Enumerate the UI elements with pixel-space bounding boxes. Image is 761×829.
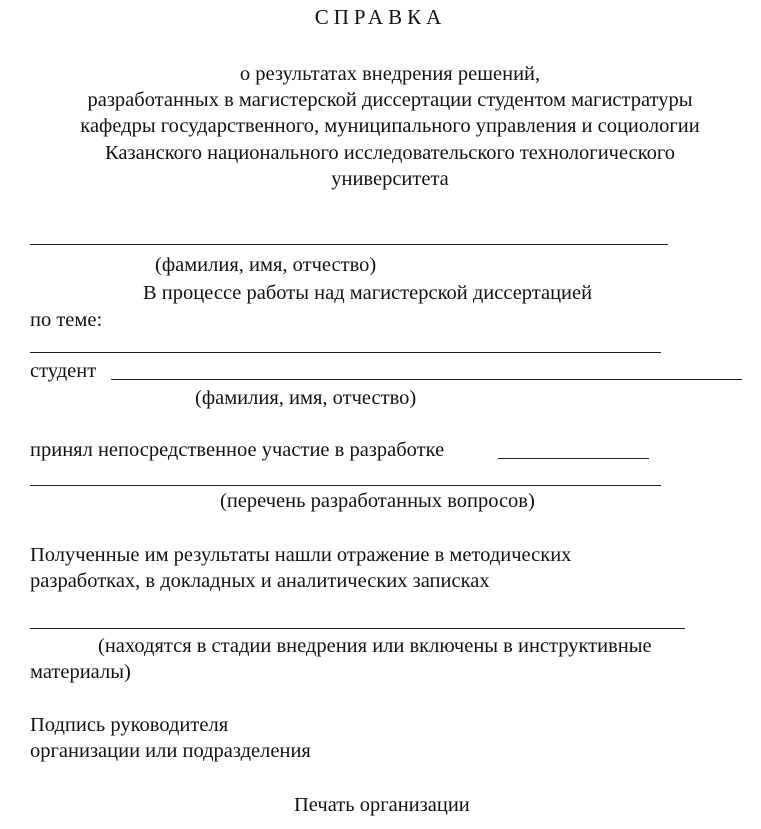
questions-hint: (перечень разработанных вопросов) bbox=[220, 490, 535, 512]
topic-line[interactable] bbox=[30, 352, 661, 353]
results-line-1: Полученные им результаты нашли отражение в методических bbox=[30, 544, 572, 566]
signature-line-1: Подпись руководителя bbox=[30, 714, 229, 736]
student-fio-hint: (фамилия, имя, отчество) bbox=[195, 387, 417, 409]
implementation-line[interactable] bbox=[30, 628, 685, 629]
topic-label: по теме: bbox=[30, 309, 103, 331]
subtitle-line-5: университета bbox=[331, 168, 449, 190]
organization-fio-hint: (фамилия, имя, отчество) bbox=[155, 254, 377, 276]
stage-line-2: материалы) bbox=[30, 661, 131, 683]
subtitle-line-1: о результатах внедрения решений, bbox=[239, 63, 541, 85]
stage-line-1: (находятся в стадии внедрения или включены в инструктивные bbox=[98, 635, 652, 657]
subtitle-line-2: разработанных в магистерской диссертации студентом магистратуры bbox=[87, 89, 693, 111]
stamp-label: Печать организации bbox=[294, 794, 470, 816]
results-line-2: разработках, в докладных и аналитических записках bbox=[30, 570, 490, 592]
process-text: В процессе работы над магистерской диссертацией bbox=[143, 282, 593, 304]
organization-fio-line[interactable] bbox=[30, 244, 668, 245]
document-title: СПРАВКА bbox=[314, 5, 447, 29]
participation-line[interactable] bbox=[498, 458, 649, 459]
participation-text: принял непосредственное участие в разработке bbox=[30, 439, 445, 461]
student-fio-line[interactable] bbox=[111, 379, 742, 380]
subtitle-line-4: Казанского национального исследовательского технологического bbox=[104, 142, 676, 164]
student-label: студент bbox=[30, 360, 97, 382]
subtitle-line-3: кафедры государственного, муниципального управления и социологии bbox=[80, 115, 700, 137]
questions-line[interactable] bbox=[30, 485, 661, 486]
signature-line-2: организации или подразделения bbox=[30, 740, 311, 762]
